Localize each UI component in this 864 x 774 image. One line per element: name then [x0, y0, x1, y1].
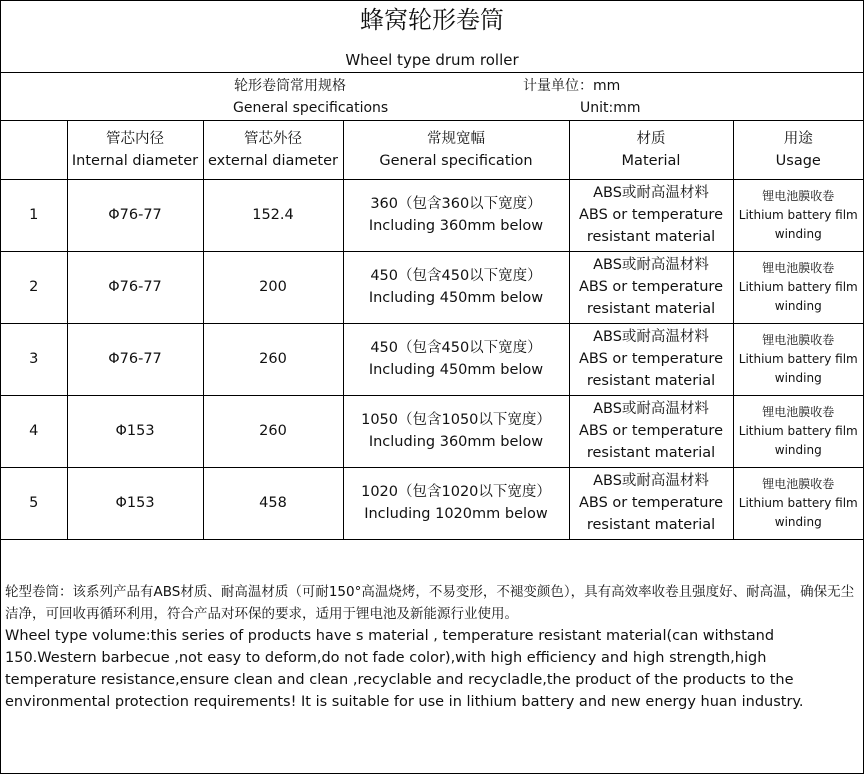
cell-general-specification: 1020（包含1020以下宽度） Including 1020mm below [343, 467, 569, 539]
cell-internal-diameter: Φ76-77 [67, 179, 203, 251]
description-cn: 轮型卷筒：该系列产品有ABS材质、耐高温材质（可耐150°高温烧烤，不易变形，不褪变颜色），具有高效率收卷且强度好、耐高温，确保无尘洁净，可回收再循环利用，符合产品对环保的要求，适用于锂电池及新能源行业使用。 [5, 584, 855, 622]
cell-general-specification: 450（包含450以下宽度） Including 450mm below [343, 251, 569, 323]
table-row [1, 251, 863, 323]
cell-internal-diameter: Φ153 [67, 395, 203, 467]
col-header-external-diameter [203, 121, 343, 179]
cell-material: ABS或耐高温材料 ABS or temperature resistant material [569, 323, 733, 395]
table-row [1, 467, 863, 539]
cell-general-specification: 450（包含450以下宽度） Including 450mm below [343, 323, 569, 395]
col-header-cn: 用途 [783, 130, 813, 147]
col-header-en: General specification [379, 152, 533, 169]
col-header-en: Material [621, 152, 681, 169]
cell-material: ABS或耐高温材料 ABS or temperature resistant material [569, 395, 733, 467]
cell-general-specification: 1050（包含1050以下宽度） Including 360mm below [343, 395, 569, 467]
col-header-cn: 管芯内径 [106, 130, 164, 147]
col-header-cn: 材质 [636, 130, 666, 147]
cell-usage: 锂电池膜收卷 Lithium battery film winding [733, 395, 863, 467]
cell-material: ABS或耐高温材料 ABS or temperature resistant material [569, 251, 733, 323]
cell-index: 4 [1, 395, 67, 467]
cell-general-specification: 360（包含360以下宽度） Including 360mm below [343, 179, 569, 251]
table-header-row [1, 121, 863, 179]
cell-internal-diameter: Φ76-77 [67, 323, 203, 395]
cell-index: 1 [1, 179, 67, 251]
cell-index: 5 [1, 467, 67, 539]
col-header-general-specification [343, 121, 569, 179]
divider-title [1, 72, 863, 73]
cell-internal-diameter: Φ153 [67, 467, 203, 539]
spec-label-en: General specifications [233, 100, 389, 116]
col-header-cn: 管芯外径 [244, 130, 302, 147]
cell-external-diameter: 152.4 [203, 179, 343, 251]
col-header-en: Internal diameter [71, 152, 199, 169]
cell-internal-diameter: Φ76-77 [67, 251, 203, 323]
cell-usage: 锂电池膜收卷 Lithium battery film winding [733, 251, 863, 323]
cell-material: ABS或耐高温材料 ABS or temperature resistant material [569, 467, 733, 539]
unit-label-cn: 计量单位：mm [523, 78, 621, 94]
cell-index: 3 [1, 323, 67, 395]
table-row [1, 395, 863, 467]
col-header-en: Usage [775, 152, 821, 169]
col-header-cn: 常规宽幅 [427, 130, 485, 147]
cell-external-diameter: 458 [203, 467, 343, 539]
cell-index: 2 [1, 251, 67, 323]
spec-table [1, 121, 863, 540]
col-header-en: external diameter [207, 152, 338, 169]
col-header-usage [733, 121, 863, 179]
cell-external-diameter: 200 [203, 251, 343, 323]
page-title-en: Wheel type drum roller [345, 51, 519, 69]
cell-usage: 锂电池膜收卷 Lithium battery film winding [733, 323, 863, 395]
cell-usage: 锂电池膜收卷 Lithium battery film winding [733, 179, 863, 251]
table-row [1, 179, 863, 251]
cell-usage: 锂电池膜收卷 Lithium battery film winding [733, 467, 863, 539]
unit-label-en: Unit:mm [580, 100, 641, 116]
col-header-material [569, 121, 733, 179]
cell-external-diameter: 260 [203, 395, 343, 467]
spec-label-cn: 轮形卷筒常用规格 [234, 78, 346, 94]
table-row [1, 323, 863, 395]
cell-external-diameter: 260 [203, 323, 343, 395]
description-en: Wheel type volume:this series of products have s material , temperature resistant material(can withstand 150.Western barbecue ,not easy to deform,do not fade color),with high efficiency and high strength,high temperature resistance,ensure clean and clean ,recyclable and recycladle,the product of the products to the environmental protection requirements! It is suitable for use in lithium battery and new energy huan industry. [5, 628, 804, 710]
col-header-index [1, 121, 67, 179]
col-header-internal-diameter [67, 121, 203, 179]
cell-material: ABS或耐高温材料 ABS or temperature resistant material [569, 179, 733, 251]
page-title-cn: 蜂窝轮形卷筒 [360, 6, 504, 34]
